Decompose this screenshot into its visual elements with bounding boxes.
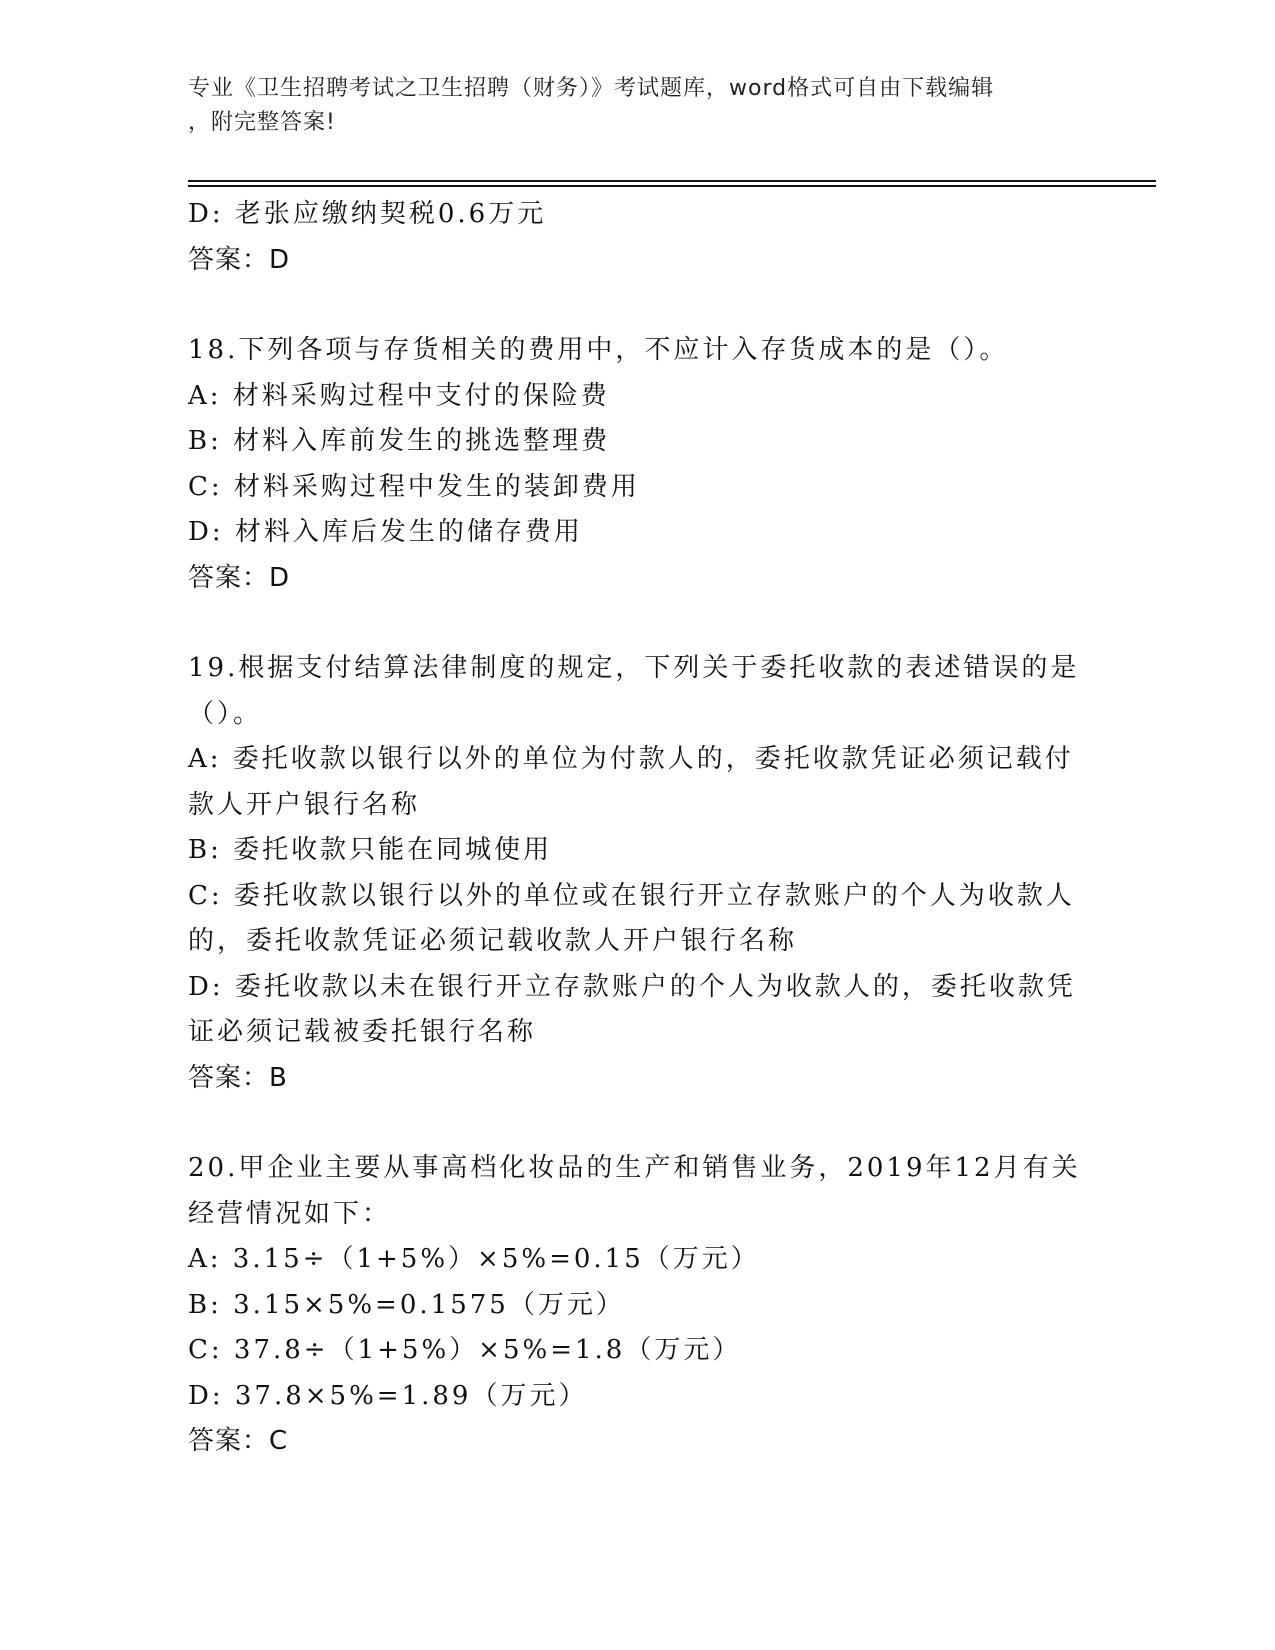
option-c: C: 37.8÷（1+5%）×5%=1.8（万元）	[188, 1335, 742, 1365]
spacer	[188, 1101, 1088, 1146]
option-d-line-2: 证必须记载被委托银行名称	[188, 1017, 537, 1047]
answer: 答案：B	[188, 1062, 288, 1093]
option-c-line-1: C: 委托收款以银行以外的单位或在银行开立存款账户的个人为收款人	[188, 880, 1075, 911]
question-19	[188, 646, 1088, 1101]
question-20	[188, 1146, 1088, 1465]
header-line-1: 专业《卫生招聘考试之卫生招聘（财务）》考试题库，word格式可自由下载编辑	[188, 76, 995, 101]
previous-question-tail	[188, 192, 1088, 283]
question-text-line-2: 经营情况如下：	[188, 1198, 392, 1229]
option-b: B: 委托收款只能在同城使用	[188, 835, 553, 865]
document-body	[188, 192, 1088, 1465]
option-b: B: 材料入库前发生的挑选整理费	[188, 426, 611, 456]
option-a-line-1: A: 委托收款以银行以外的单位为付款人的，委托收款凭证必须记载付	[188, 744, 1074, 774]
question-text-line-1: 19.根据支付结算法律制度的规定，下列关于委托收款的表述错误的是	[188, 653, 1080, 683]
option-d: D: 37.8×5%=1.89（万元）	[188, 1380, 588, 1411]
option-b: B: 3.15×5%=0.1575（万元）	[188, 1289, 625, 1320]
option-d: D: 材料入库后发生的储存费用	[188, 517, 583, 547]
header-line-2: ，附完整答案!	[188, 110, 336, 135]
option-c-line-2: 的，委托收款凭证必须记载收款人开户银行名称	[188, 926, 798, 956]
header-divider-top	[188, 180, 1156, 182]
answer: 答案：D	[188, 562, 291, 593]
header-divider-bottom	[188, 185, 1156, 187]
question-text-line-1: 20.甲企业主要从事高档化妆品的生产和销售业务，2019年12月有关	[188, 1153, 1081, 1183]
answer: 答案：C	[188, 1426, 289, 1456]
document-header	[188, 72, 1088, 140]
question-text-line-2: （）。	[188, 698, 263, 729]
option-d-line-1: D: 委托收款以未在银行开立存款账户的个人为收款人的，委托收款凭	[188, 971, 1076, 1002]
question-text: 18.下列各项与存货相关的费用中，不应计入存货成本的是（）。	[188, 335, 1009, 365]
answer: 答案：D	[188, 244, 291, 275]
spacer	[188, 601, 1088, 646]
option-a: A: 3.15÷（1+5%）×5%=0.15（万元）	[188, 1244, 760, 1274]
question-18	[188, 328, 1088, 601]
option-a-line-2: 款人开户银行名称	[188, 789, 421, 820]
option-d: D: 老张应缴纳契税0.6万元	[188, 199, 547, 229]
option-c: C: 材料采购过程中发生的装卸费用	[188, 471, 640, 502]
option-a: A: 材料采购过程中支付的保险费	[188, 380, 610, 411]
spacer	[188, 283, 1088, 328]
